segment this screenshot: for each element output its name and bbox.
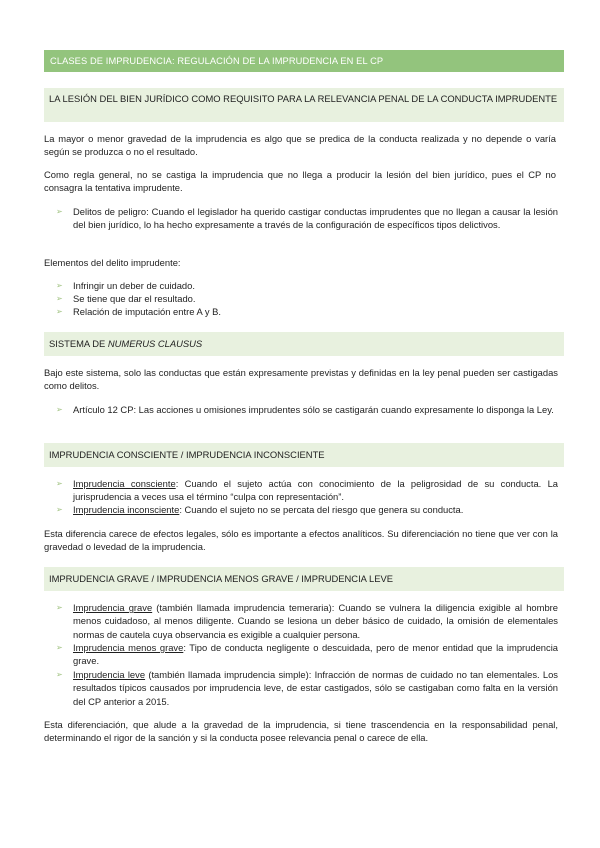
list-item-text <box>73 668 558 708</box>
term-leve: Imprudencia leve <box>73 669 146 680</box>
arrow-bullet-icon: ➢ <box>56 603 63 612</box>
arrow-bullet-icon: ➢ <box>56 294 63 303</box>
paragraph-regla-general: Como regla general, no se castiga la imprudencia que no llega a producir la lesión del bien jurídico, pues el CP no consagra la tentativa imprudente. <box>44 169 556 194</box>
list-item-text <box>73 503 558 516</box>
document-title: CLASES DE IMPRUDENCIA: REGULACIÓN DE LA IMPRUDENCIA EN EL CP <box>44 50 564 72</box>
section-heading-numerus-clausus <box>44 332 564 356</box>
section-heading-lesion: LA LESIÓN DEL BIEN JURÍDICO COMO REQUISITO PARA LA RELEVANCIA PENAL DE LA CONDUCTA IMPRUDENTE <box>44 88 564 122</box>
paragraph-sistema: Bajo este sistema, solo las conductas que están expresamente previstas y definidas en la ley penal pueden ser castigadas como delitos. <box>44 367 558 392</box>
section-heading-grave-leve: IMPRUDENCIA GRAVE / IMPRUDENCIA MENOS GRAVE / IMPRUDENCIA LEVE <box>44 567 564 591</box>
paragraph-elementos: Elementos del delito imprudente: <box>44 257 181 268</box>
list-item-text: Se tiene que dar el resultado. <box>73 293 196 304</box>
heading-prefix: SISTEMA DE <box>49 338 108 349</box>
paragraph-diferenciacion: Esta diferenciación, que alude a la gravedad de la imprudencia, si tiene trascendencia en la responsabilidad penal, determinando el rigor de la sanción y si la conducta posee relevancia penal o carece de ella. <box>44 719 558 744</box>
term-description: (también llamada imprudencia simple): Infracción de normas de cuidado no tan elementales. Los resultados típicos causados por imprudencia leve, de estar castigados, sólo se castigaban como falta en la versión del CP anterior a 2015. <box>73 669 558 707</box>
term-description: : Tipo de conducta negligente o descuidada, pero de menor entidad que la imprudencia grave. <box>73 642 559 667</box>
section-heading-consciente: IMPRUDENCIA CONSCIENTE / IMPRUDENCIA INCONSCIENTE <box>44 443 564 467</box>
arrow-bullet-icon: ➢ <box>56 643 63 652</box>
arrow-bullet-icon: ➢ <box>56 307 63 316</box>
arrow-bullet-icon: ➢ <box>56 505 63 514</box>
term-description: (también llamada imprudencia temeraria): Cuando se vulnera la diligencia exigible al hombre menos cuidadoso, al menos diligente. Cuando se lesiona un deber básico de cuidado, la omisión de elementales normas de cautela cuya observancia es exigible a cualquier persona. <box>73 602 559 640</box>
heading-italic: NUMERUS CLAUSUS <box>107 338 203 349</box>
list-item-text: Relación de imputación entre A y B. <box>73 306 222 317</box>
arrow-bullet-icon: ➢ <box>56 479 63 488</box>
paragraph-diferencia: Esta diferencia carece de efectos legales, sólo es importante a efectos analíticos. Su diferenciación no tiene que ver con la gravedad o levedad de la imprudencia. <box>44 528 558 553</box>
list-item-text <box>73 601 558 641</box>
term-grave: Imprudencia grave <box>73 602 153 613</box>
arrow-bullet-icon: ➢ <box>56 281 63 290</box>
term-menos-grave: Imprudencia menos grave <box>73 642 184 653</box>
arrow-bullet-icon: ➢ <box>56 207 63 216</box>
term-description: : Cuando el sujeto no se percata del riesgo que genera su conducta. <box>179 504 464 515</box>
term-description: : Cuando el sujeto actúa con conocimiento de la peligrosidad de su conducta. La jurisprudencia a veces usa el término “culpa con representación”. <box>73 478 558 503</box>
list-item-text: Delitos de peligro: Cuando el legislador ha querido castigar conductas imprudentes que no llegan a causar la lesión del bien jurídico, lo ha hecho expresamente a través de la configuración de específicos tipos delictivos. <box>73 206 558 231</box>
list-item-text: Artículo 12 CP: Las acciones u omisiones imprudentes sólo se castigarán cuando expresamente lo disponga la Ley. <box>73 404 554 415</box>
arrow-bullet-icon: ➢ <box>56 405 63 414</box>
list-item-text <box>73 477 558 504</box>
list-item-text <box>73 641 558 668</box>
term-consciente: Imprudencia consciente <box>73 478 176 489</box>
arrow-bullet-icon: ➢ <box>56 670 63 679</box>
list-item-text: Infringir un deber de cuidado. <box>73 280 195 291</box>
paragraph-gravedad: La mayor o menor gravedad de la imprudencia es algo que se predica de la conducta realizada y no depende o varía según se produzca o no el resultado. <box>44 133 556 158</box>
term-inconsciente: Imprudencia inconsciente <box>73 504 180 515</box>
